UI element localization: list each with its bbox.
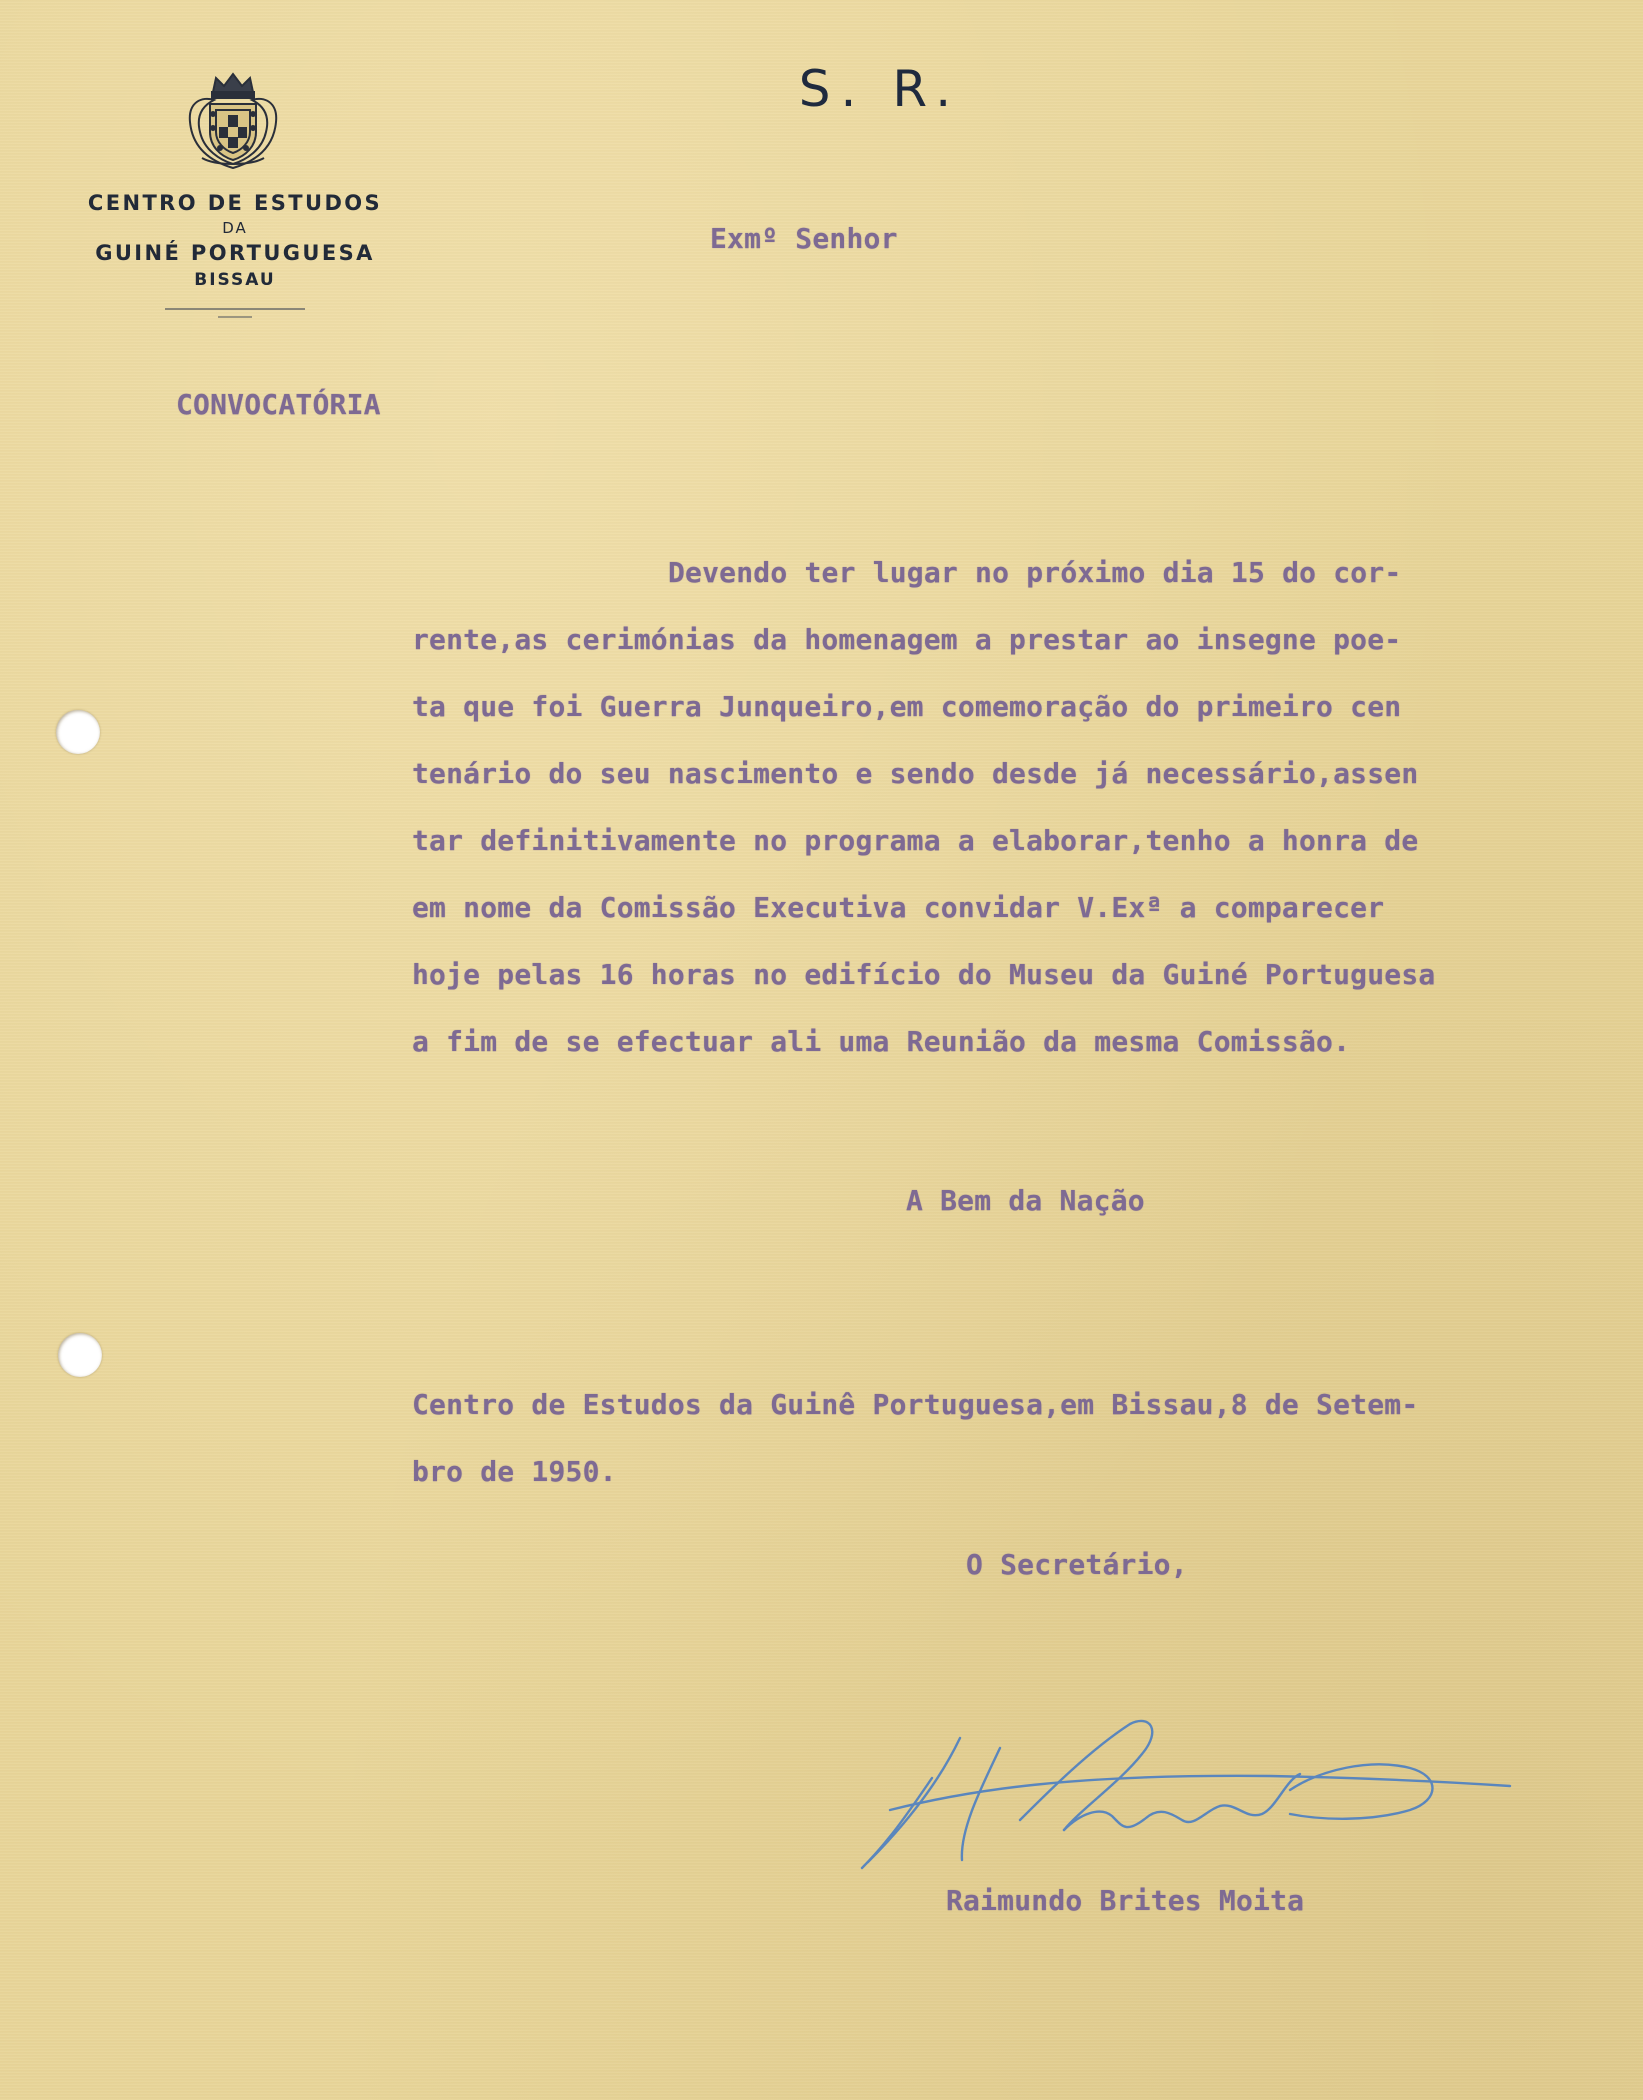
letterhead-region: GUINÉ PORTUGUESA [95,241,375,265]
body-line: ta que foi Guerra Junqueiro,em comemoração do primeiro cen [412,690,1402,723]
body-line: a fim de se efectuar ali uma Reunião da mesma Comissão. [412,1025,1351,1058]
signatory-title: O Secretário, [966,1548,1188,1581]
coat-of-arms-icon [180,66,286,174]
letterhead [60,188,410,318]
letterhead-city: BISSAU [194,270,276,290]
handwritten-signature [850,1710,1520,1880]
salutation: Exmº Senhor [710,222,898,255]
place-date-line: bro de 1950. [412,1455,617,1488]
body-line: Devendo ter lugar no próximo dia 15 do cor- [668,556,1402,589]
place-date-line: Centro de Estudos da Guinê Portuguesa,em Bissau,8 de Setem- [412,1388,1419,1421]
body-line: tenário do seu nascimento e sendo desde já necessário,assen [412,757,1419,790]
body-line: hoje pelas 16 horas no edifício do Museu da Guiné Portuguesa [412,958,1436,991]
body-line: tar definitivamente no programa a elaborar,tenho a honra de [412,824,1419,857]
letterhead-institution: CENTRO DE ESTUDOS [87,191,383,215]
letterhead-rule [165,308,305,310]
body-line: em nome da Comissão Executiva convidar V.Exª a comparecer [412,891,1385,924]
punch-hole [56,710,100,754]
signatory-name: Raimundo Brites Moita [946,1884,1305,1917]
document-title: CONVOCATÓRIA [176,388,381,421]
letterhead-rule-short [218,316,252,318]
service-mark: S. R. [798,60,962,118]
punch-hole [58,1333,102,1377]
closing-formula: A Bem da Nação [906,1184,1145,1217]
body-line: rente,as cerimónias da homenagem a prestar ao insegne poe- [412,623,1402,656]
letterhead-connector: DA [222,219,248,237]
